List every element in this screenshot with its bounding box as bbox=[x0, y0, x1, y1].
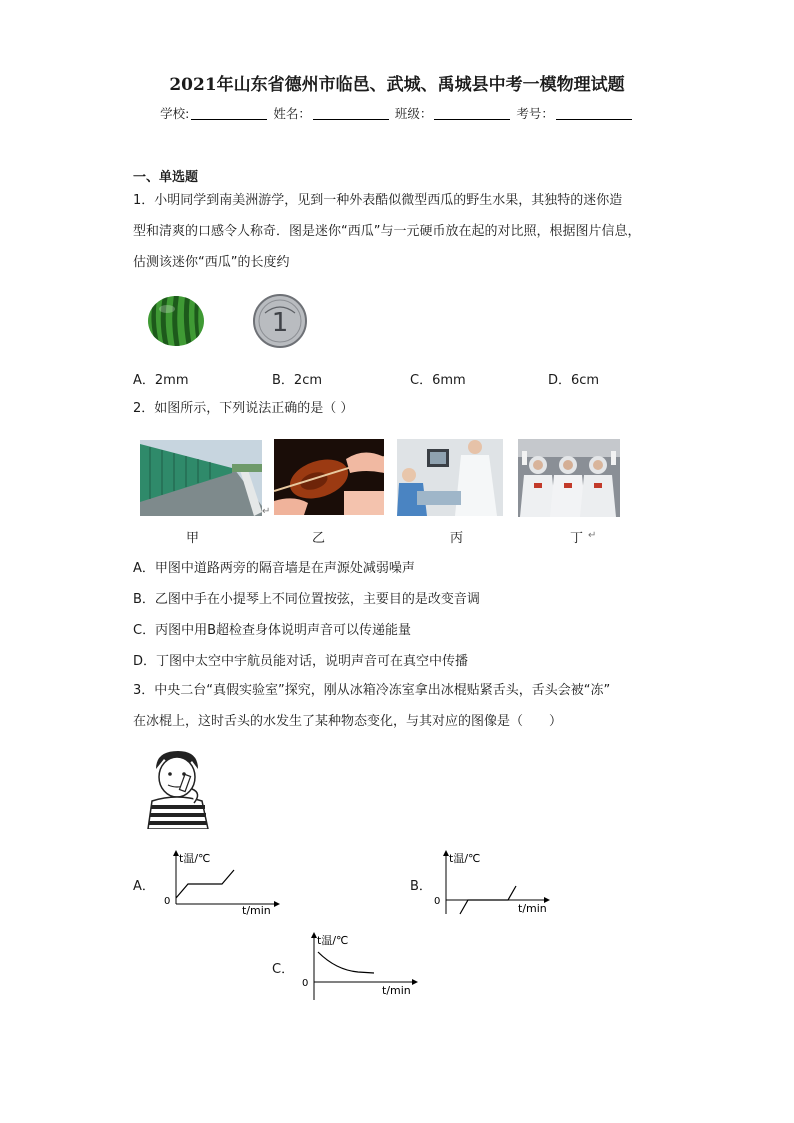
school-label: 学校: bbox=[160, 106, 190, 121]
soundproof-wall-image bbox=[140, 440, 262, 516]
graph-c-xlabel: t/min bbox=[382, 984, 411, 997]
graph-b-curve bbox=[460, 886, 516, 914]
violin-image bbox=[274, 439, 384, 515]
graph-b[interactable] bbox=[432, 848, 556, 918]
student-info-line bbox=[0, 104, 794, 122]
q3-line1: 3．中央二台“真假实验室”探究，刚从冰箱冷冻室拿出冰棍贴紧舌头，舌头会被“冻” bbox=[133, 683, 611, 698]
graph-a-xlabel: t/min bbox=[242, 904, 271, 917]
q3-line2: 在冰棍上，这时舌头的水发生了某种物态变化，与其对应的图像是（ ） bbox=[133, 714, 563, 729]
one-yuan-coin-image bbox=[251, 293, 309, 349]
q1-line3: 估测该迷你“西瓜”的长度约 bbox=[133, 255, 290, 270]
page-title: 2021年山东省德州市临邑、武城、禹城县中考一模物理试题 bbox=[169, 75, 625, 95]
graph-b-ylabel: t温/℃ bbox=[449, 852, 481, 865]
graph-b-xlabel: t/min bbox=[518, 902, 547, 915]
q2-option-d[interactable]: D．丁图中太空中宇航员能对话，说明声音可在真空中传播 bbox=[133, 654, 469, 669]
caption-jia: 甲 bbox=[186, 531, 200, 546]
caption-yi: 乙 bbox=[312, 531, 326, 546]
ultrasound-exam-image bbox=[397, 439, 503, 516]
graph-a-ylabel: t温/℃ bbox=[179, 852, 211, 865]
graph-c-curve bbox=[318, 952, 374, 973]
caption-bing: 丙 bbox=[450, 531, 464, 546]
section-heading: 一、单选题 bbox=[133, 170, 199, 185]
q1-option-d[interactable]: D．6cm bbox=[548, 373, 600, 388]
q3-option-a[interactable]: A． bbox=[133, 879, 155, 894]
q1-line1: 1．小明同学到南美洲游学，见到一种外表酷似微型西瓜的野生水果，其独特的迷你造 bbox=[133, 193, 623, 208]
graph-c-origin: 0 bbox=[302, 978, 309, 989]
name-label: 姓名： bbox=[273, 106, 311, 121]
q2-option-a[interactable]: A．甲图中道路两旁的隔音墙是在声源处减弱噪声 bbox=[133, 561, 415, 576]
boy-licking-icepop-image bbox=[142, 749, 214, 829]
school-blank[interactable] bbox=[191, 107, 267, 120]
q1-option-a[interactable]: A．2mm bbox=[133, 373, 189, 388]
graph-c[interactable] bbox=[296, 930, 420, 1002]
q1-line2: 型和清爽的口感令人称奇．图是迷你“西瓜”与一元硬币放在起的对比照，根据图片信息， bbox=[133, 224, 641, 239]
graph-a-origin: 0 bbox=[164, 896, 171, 907]
class-label: 班级： bbox=[394, 106, 433, 121]
graph-b-origin: 0 bbox=[434, 896, 441, 907]
caption-ding: 丁 bbox=[570, 531, 584, 546]
q3-option-b[interactable]: B． bbox=[410, 879, 432, 894]
coin-numeral: 1 bbox=[271, 308, 289, 338]
graph-a[interactable] bbox=[158, 848, 282, 918]
astronauts-image bbox=[518, 439, 620, 517]
name-blank[interactable] bbox=[313, 107, 389, 120]
mini-watermelon-image bbox=[145, 293, 207, 349]
number-label: 考号： bbox=[516, 106, 554, 121]
graph-c-ylabel: t温/℃ bbox=[317, 934, 349, 947]
class-blank[interactable] bbox=[434, 107, 510, 120]
return-mark-icon: ↵ bbox=[262, 506, 271, 517]
q3-option-c[interactable]: C． bbox=[272, 962, 295, 977]
q1-option-b[interactable]: B．2cm bbox=[272, 373, 323, 388]
graph-a-curve bbox=[176, 870, 234, 898]
q2-option-b[interactable]: B．乙图中手在小提琴上不同位置按弦，主要目的是改变音调 bbox=[133, 592, 480, 607]
number-blank[interactable] bbox=[556, 107, 632, 120]
q2-stem: 2．如图所示，下列说法正确的是（ ） bbox=[133, 401, 354, 416]
return-mark-icon: ↵ bbox=[588, 530, 597, 541]
q1-option-c[interactable]: C．6mm bbox=[410, 373, 466, 388]
q2-option-c[interactable]: C．丙图中用B超检查身体说明声音可以传递能量 bbox=[133, 623, 411, 638]
